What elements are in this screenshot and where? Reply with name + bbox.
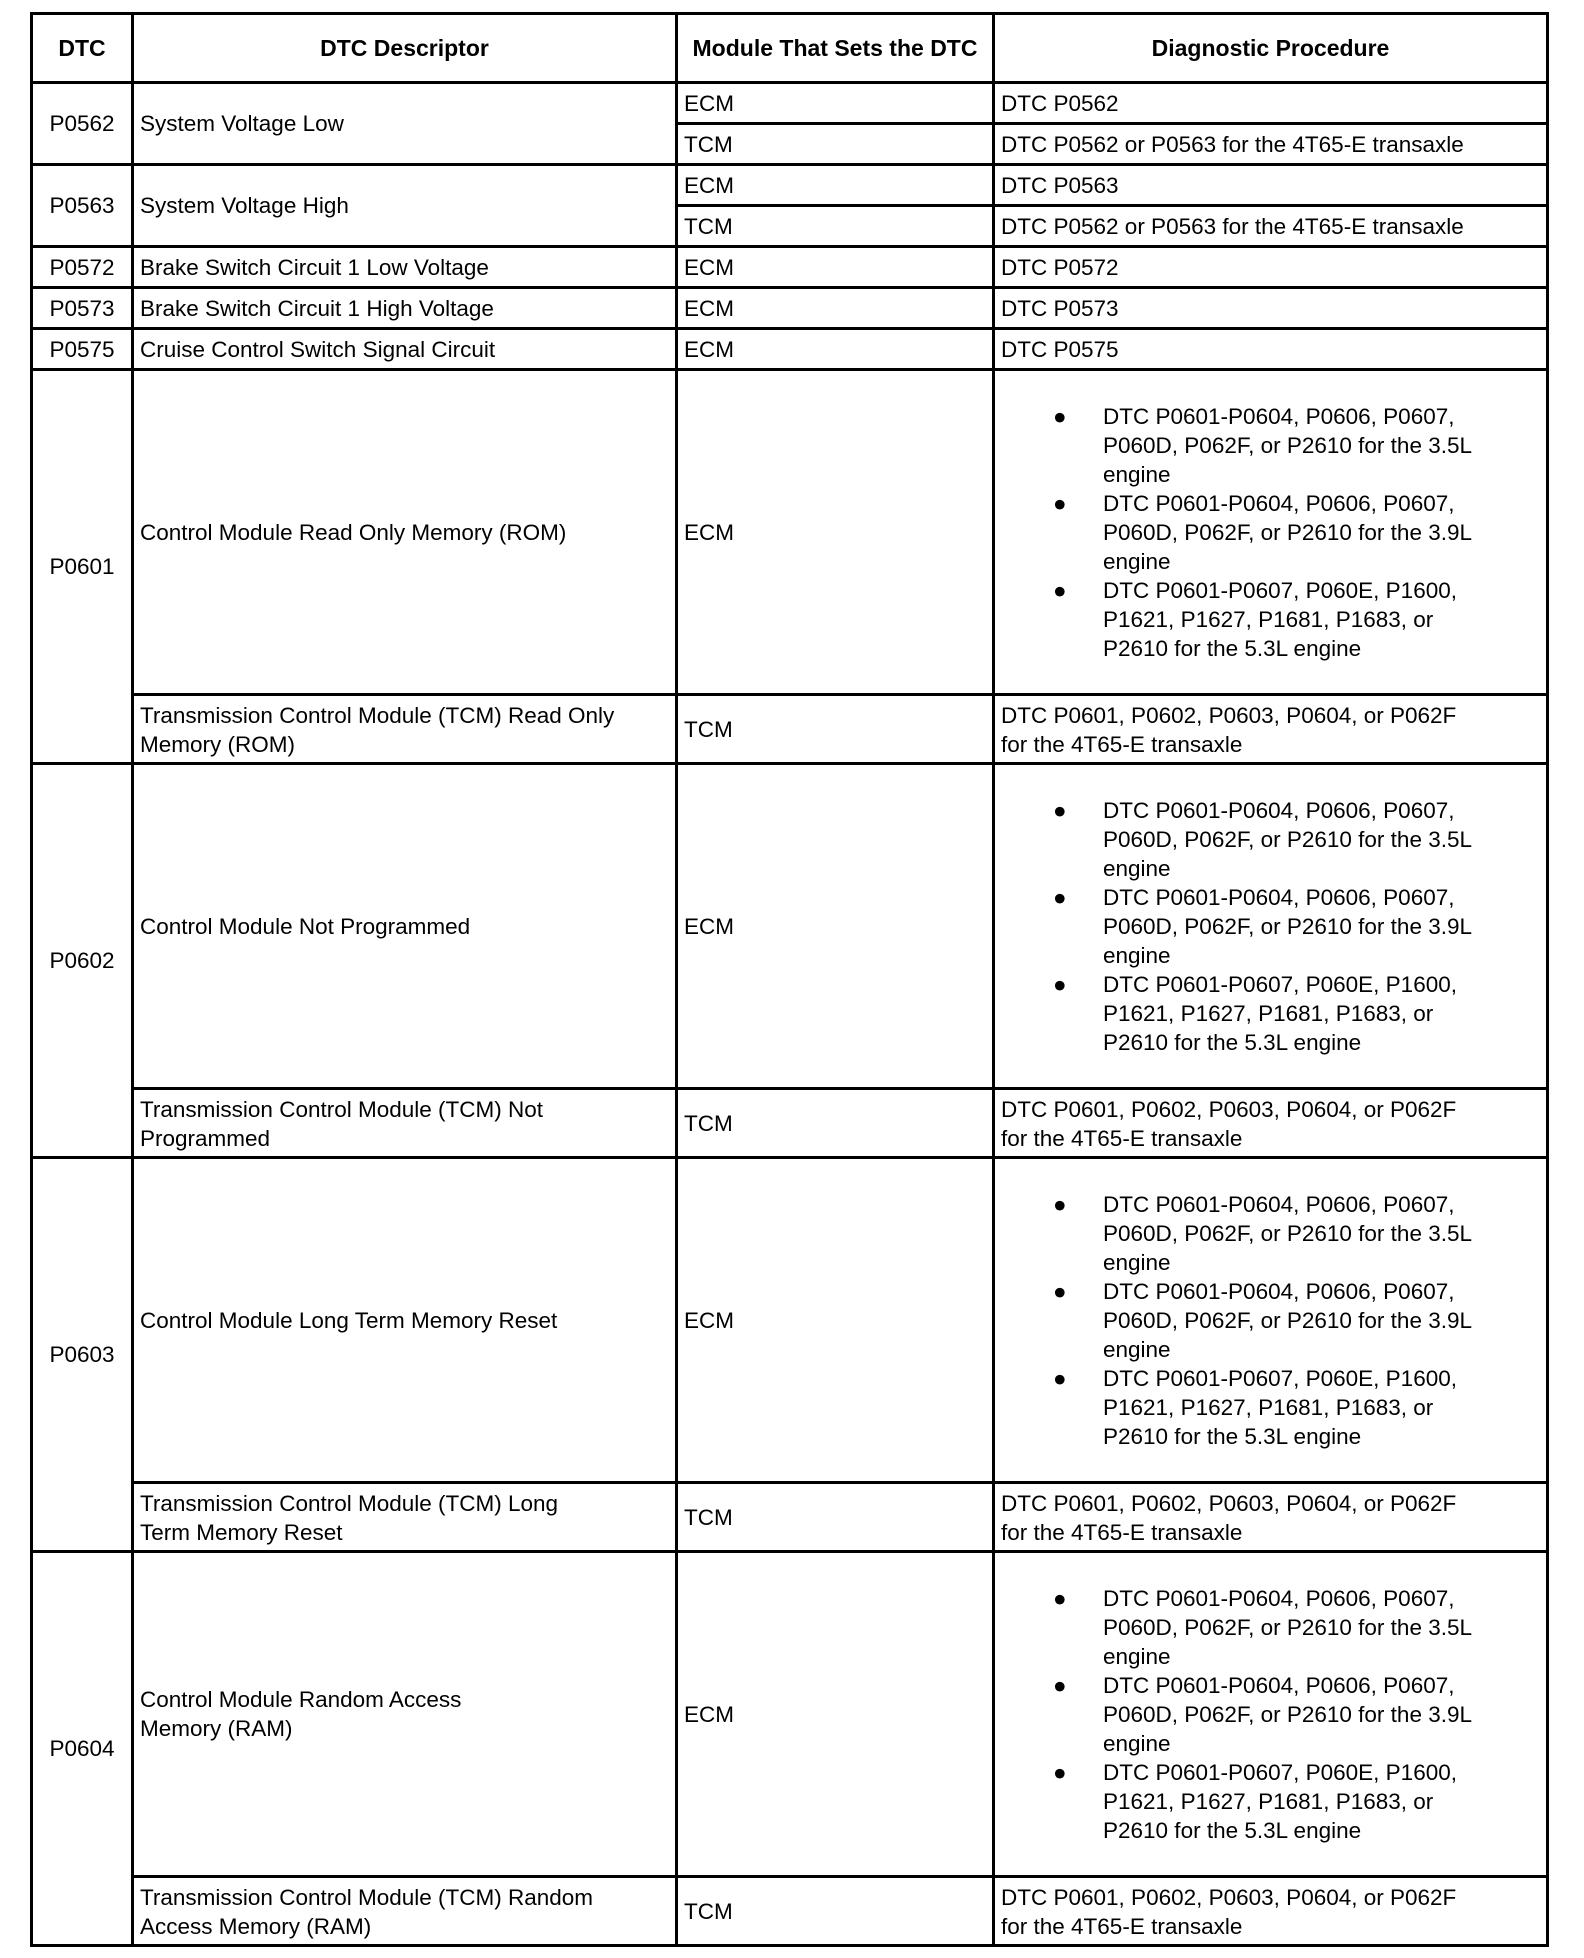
table-row: [32, 165, 1548, 206]
table-row: [32, 1483, 1548, 1552]
module-cell: TCM: [677, 695, 994, 764]
table-row: [32, 1552, 1548, 1877]
module-cell: ECM: [677, 1552, 994, 1877]
procedure-bullet-list: [1001, 796, 1540, 1057]
bullet-icon: ●: [1053, 490, 1067, 516]
module-cell: ECM: [677, 247, 994, 288]
table-row: [32, 288, 1548, 329]
dtc-descriptor: System Voltage Low: [133, 83, 677, 165]
dtc-descriptor: Transmission Control Module (TCM) Not Programmed: [133, 1089, 677, 1158]
procedure-cell: DTC P0601, P0602, P0603, P0604, or P062F for the 4T65-E transaxle: [994, 1877, 1548, 1946]
dtc-code: P0575: [32, 329, 133, 370]
procedure-cell: DTC P0601, P0602, P0603, P0604, or P062F for the 4T65-E transaxle: [994, 1483, 1548, 1552]
header-dtc: DTC: [32, 14, 133, 83]
table-row: [32, 695, 1548, 764]
procedure-cell: DTC P0601, P0602, P0603, P0604, or P062F for the 4T65-E transaxle: [994, 1089, 1548, 1158]
dtc-code: P0602: [32, 764, 133, 1158]
table-row: [32, 1089, 1548, 1158]
dtc-descriptor: System Voltage High: [133, 165, 677, 247]
procedure-bullet-list: [1001, 1190, 1540, 1451]
header-row: [32, 14, 1548, 83]
header-descriptor: DTC Descriptor: [133, 14, 677, 83]
module-cell: TCM: [677, 124, 994, 165]
list-item: ● DTC P0601-P0604, P0606, P0607, P060D, P062F, or P2610 for the 3.5L engine: [1053, 403, 1472, 487]
procedure-cell: DTC P0562 or P0563 for the 4T65-E transaxle: [994, 124, 1548, 165]
module-cell: ECM: [677, 370, 994, 695]
list-item: ● DTC P0601-P0607, P060E, P1600, P1621, P1627, P1681, P1683, or P2610 for the 5.3L engine: [1053, 971, 1457, 1055]
dtc-code: P0572: [32, 247, 133, 288]
procedure-cell: [994, 764, 1548, 1089]
procedure-cell: [994, 370, 1548, 695]
table-row: [32, 1158, 1548, 1483]
bullet-icon: ●: [1053, 1759, 1067, 1785]
bullet-icon: ●: [1053, 1672, 1067, 1698]
list-item: ● DTC P0601-P0604, P0606, P0607, P060D, P062F, or P2610 for the 3.9L engine: [1053, 490, 1472, 574]
procedure-cell: DTC P0601, P0602, P0603, P0604, or P062F for the 4T65-E transaxle: [994, 695, 1548, 764]
module-cell: TCM: [677, 1483, 994, 1552]
bullet-icon: ●: [1053, 1191, 1067, 1217]
bullet-icon: ●: [1053, 1278, 1067, 1304]
bullet-icon: ●: [1053, 403, 1067, 429]
procedure-cell: DTC P0563: [994, 165, 1548, 206]
table-row: [32, 247, 1548, 288]
bullet-icon: ●: [1053, 1585, 1067, 1611]
table-row: [32, 1877, 1548, 1946]
bullet-icon: ●: [1053, 797, 1067, 823]
table-row: [32, 764, 1548, 1089]
table-row: [32, 83, 1548, 124]
list-item: ● DTC P0601-P0607, P060E, P1600, P1621, P1627, P1681, P1683, or P2610 for the 5.3L engine: [1053, 577, 1457, 661]
list-item: ● DTC P0601-P0604, P0606, P0607, P060D, P062F, or P2610 for the 3.5L engine: [1053, 1191, 1472, 1275]
module-cell: TCM: [677, 206, 994, 247]
module-cell: ECM: [677, 165, 994, 206]
list-item: ● DTC P0601-P0607, P060E, P1600, P1621, P1627, P1681, P1683, or P2610 for the 5.3L engine: [1053, 1759, 1457, 1843]
bullet-icon: ●: [1053, 577, 1067, 603]
dtc-descriptor: Transmission Control Module (TCM) Read Only Memory (ROM): [133, 695, 677, 764]
procedure-cell: [994, 1552, 1548, 1877]
dtc-code: P0603: [32, 1158, 133, 1552]
dtc-code: P0573: [32, 288, 133, 329]
procedure-bullet-list: [1001, 1584, 1540, 1845]
module-cell: ECM: [677, 764, 994, 1089]
procedure-cell: DTC P0562: [994, 83, 1548, 124]
dtc-descriptor: Control Module Not Programmed: [133, 764, 677, 1089]
procedure-bullet-list: [1001, 402, 1540, 663]
dtc-descriptor: Transmission Control Module (TCM) Random Access Memory (RAM): [133, 1877, 677, 1946]
list-item: ● DTC P0601-P0604, P0606, P0607, P060D, P062F, or P2610 for the 3.5L engine: [1053, 797, 1472, 881]
table-row: [32, 329, 1548, 370]
module-cell: ECM: [677, 83, 994, 124]
dtc-descriptor: Brake Switch Circuit 1 Low Voltage: [133, 247, 677, 288]
module-cell: TCM: [677, 1877, 994, 1946]
bullet-icon: ●: [1053, 971, 1067, 997]
dtc-descriptor: Transmission Control Module (TCM) Long Term Memory Reset: [133, 1483, 677, 1552]
list-item: ● DTC P0601-P0607, P060E, P1600, P1621, P1627, P1681, P1683, or P2610 for the 5.3L engine: [1053, 1365, 1457, 1449]
procedure-cell: DTC P0562 or P0563 for the 4T65-E transaxle: [994, 206, 1548, 247]
list-item: ● DTC P0601-P0604, P0606, P0607, P060D, P062F, or P2610 for the 3.9L engine: [1053, 1672, 1472, 1756]
procedure-cell: DTC P0575: [994, 329, 1548, 370]
dtc-descriptor: Control Module Long Term Memory Reset: [133, 1158, 677, 1483]
procedure-cell: [994, 1158, 1548, 1483]
table-row: [32, 370, 1548, 695]
module-cell: ECM: [677, 329, 994, 370]
dtc-code: P0563: [32, 165, 133, 247]
module-cell: ECM: [677, 1158, 994, 1483]
procedure-cell: DTC P0573: [994, 288, 1548, 329]
dtc-code: P0604: [32, 1552, 133, 1946]
bullet-icon: ●: [1053, 1365, 1067, 1391]
dtc-code: P0601: [32, 370, 133, 764]
header-module: Module That Sets the DTC: [677, 14, 994, 83]
list-item: ● DTC P0601-P0604, P0606, P0607, P060D, P062F, or P2610 for the 3.5L engine: [1053, 1585, 1472, 1669]
dtc-descriptor: Control Module Read Only Memory (ROM): [133, 370, 677, 695]
module-cell: ECM: [677, 288, 994, 329]
dtc-table: [30, 12, 1549, 1947]
list-item: ● DTC P0601-P0604, P0606, P0607, P060D, P062F, or P2610 for the 3.9L engine: [1053, 884, 1472, 968]
list-item: ● DTC P0601-P0604, P0606, P0607, P060D, P062F, or P2610 for the 3.9L engine: [1053, 1278, 1472, 1362]
bullet-icon: ●: [1053, 884, 1067, 910]
dtc-descriptor: Brake Switch Circuit 1 High Voltage: [133, 288, 677, 329]
module-cell: TCM: [677, 1089, 994, 1158]
procedure-cell: DTC P0572: [994, 247, 1548, 288]
dtc-descriptor: Cruise Control Switch Signal Circuit: [133, 329, 677, 370]
header-procedure: Diagnostic Procedure: [994, 14, 1548, 83]
dtc-code: P0562: [32, 83, 133, 165]
dtc-descriptor: Control Module Random Access Memory (RAM): [133, 1552, 677, 1877]
